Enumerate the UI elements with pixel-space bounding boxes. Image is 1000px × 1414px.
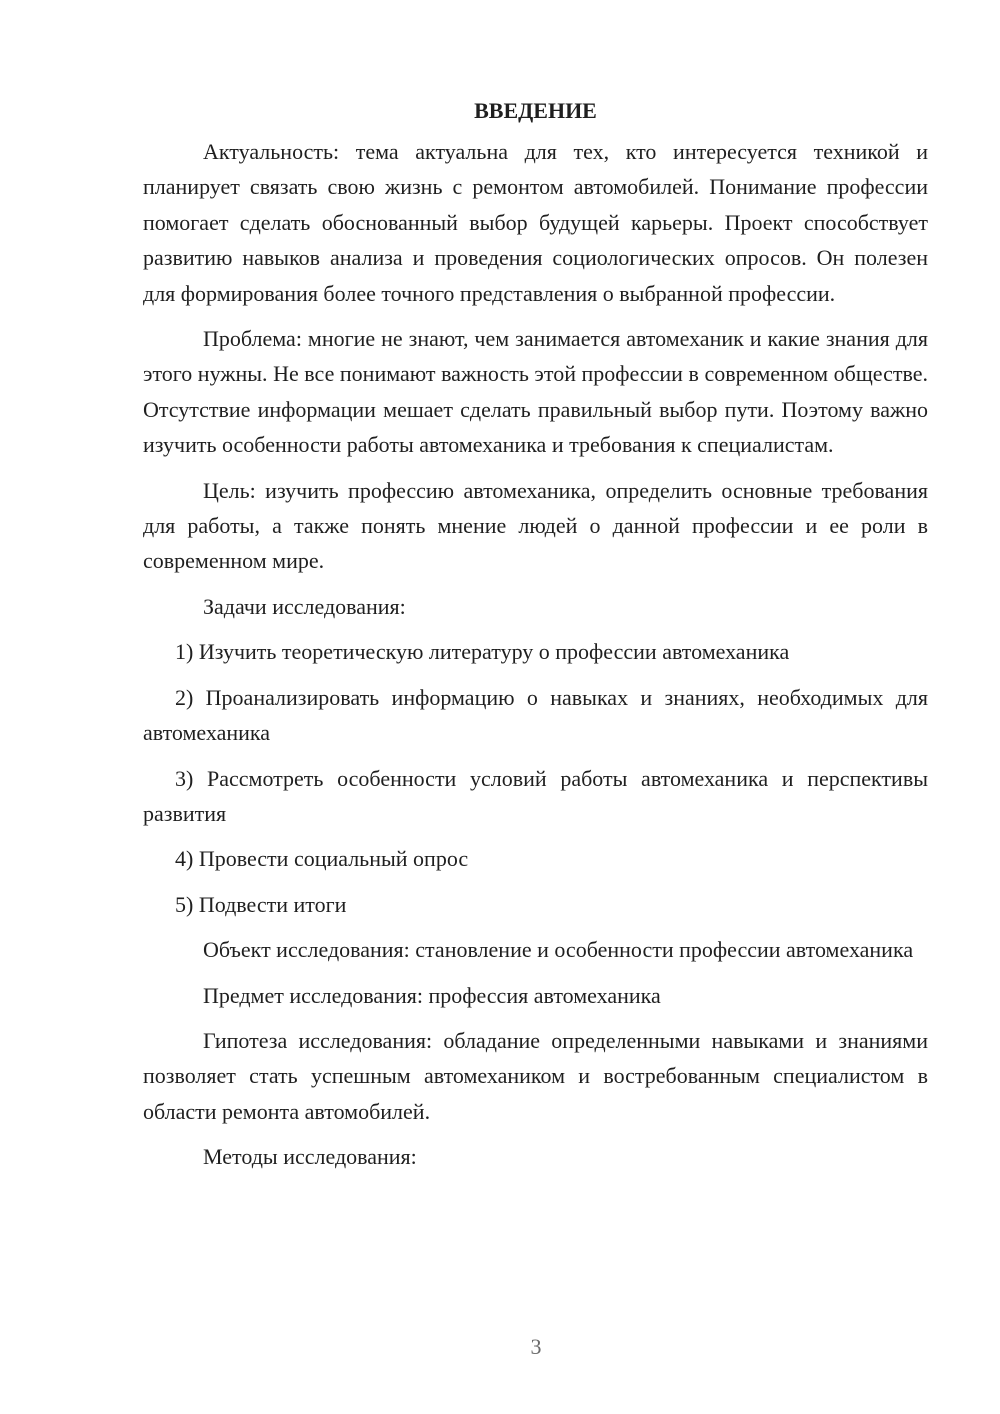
task-item-1: 1) Изучить теоретическую литературу о профессии автомеханика [175,639,790,665]
page-number: 3 [530,1334,542,1359]
paragraph-goal: Цель: изучить профессию автомеханика, определить основные требования для работы, а также понять мнение людей о данной профессии и ее роли в современном мире. [143,477,928,574]
paragraph-object: Объект исследования: становление и особенности профессии автомеханика [203,937,914,963]
paragraph-methods: Методы исследования: [203,1144,417,1170]
paragraph-relevance: Актуальность: тема актуальна для тех, кто интересуется техникой и планирует связать свою жизнь с ремонтом автомобилей. Понимание профессии помогает сделать обоснованный выбор будущей карьеры. Проект способствует развитию навыков анализа и проведения социологических опросов. Он полезен для формирования более точного представления о выбранной профессии. [143,139,928,306]
paragraph-hypothesis: Гипотеза исследования: обладание определенными навыками и знаниями позволяет стать успешным автомехаником и востребованным специалистом в области ремонта автомобилей. [143,1027,928,1124]
task-item-4: 4) Провести социальный опрос [175,846,469,872]
task-item-5: 5) Подвести итоги [175,891,347,917]
task-item-3: 3) Рассмотреть особенности условий работы автомеханика и перспективы развития [143,765,928,826]
section-title: ВВЕДЕНИЕ [474,98,597,123]
page-content [143,96,928,1185]
task-item-2: 2) Проанализировать информацию о навыках и знаниях, необходимых для автомеханика [143,684,928,746]
paragraph-subject: Предмет исследования: профессия автомеханика [203,982,661,1008]
paragraph-problem: Проблема: многие не знают, чем занимается автомеханик и какие знания для этого нужны. Не все понимают важность этой профессии в современном обществе. Отсутствие информации мешает сделать правильный выбор пути. Поэтому важно изучить особенности работы автомеханика и требования к специалистам. [143,326,928,458]
paragraph-tasks-heading: Задачи исследования: [203,593,406,619]
